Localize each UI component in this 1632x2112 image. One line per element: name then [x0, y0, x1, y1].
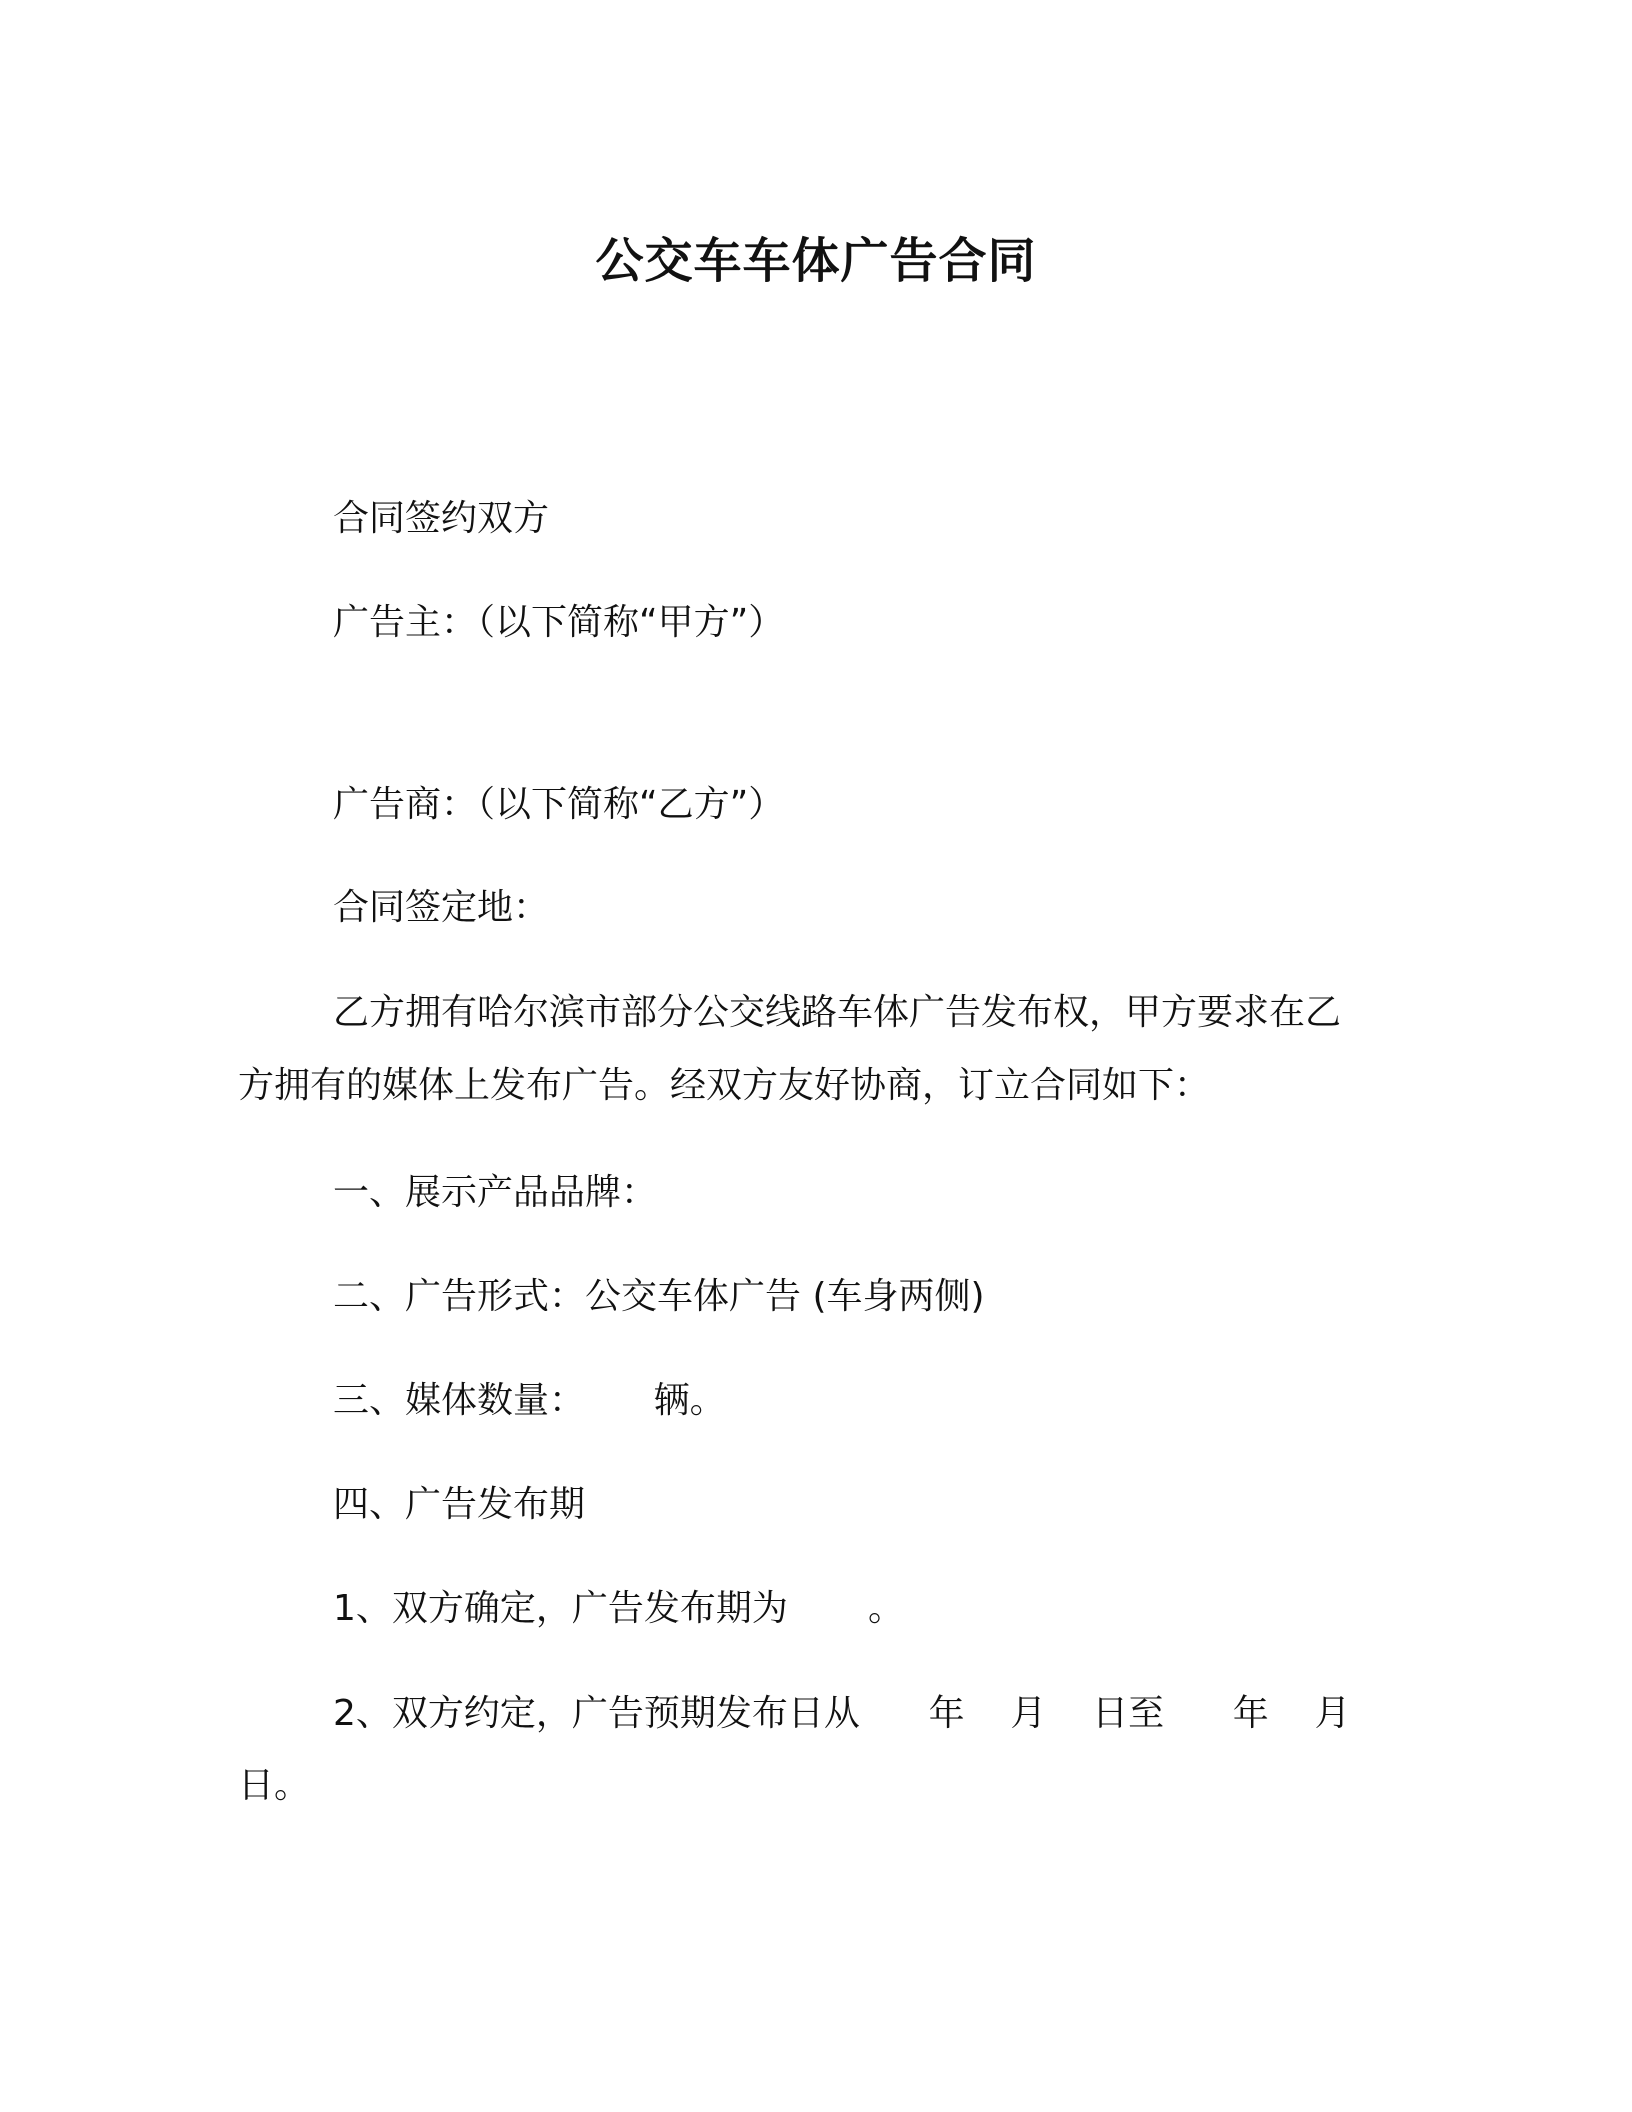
document-title: 公交车车体广告合同 [595, 233, 1037, 289]
clause-4-heading: 四、广告发布期 [333, 1484, 586, 1525]
preamble-line-2: 方拥有的媒体上发布广告。经双方友好协商，订立合同如下： [238, 1065, 1211, 1106]
clause-3-media-quantity: 三、媒体数量： 辆。 [333, 1380, 726, 1421]
clause-4-item-2-line-2: 日。 [238, 1765, 311, 1806]
preamble-line-1: 乙方拥有哈尔滨市部分公交线路车体广告发布权，甲方要求在乙 [333, 992, 1342, 1033]
agency-line: 广告商：（以下简称“乙方”） [333, 784, 785, 825]
advertiser-line: 广告主：（以下简称“甲方”） [333, 602, 785, 643]
clause-2-ad-form: 二、广告形式：公交车体广告 (车身两侧) [333, 1276, 985, 1317]
clause-1-brand: 一、展示产品品牌： [333, 1172, 658, 1213]
signing-place-line: 合同签定地： [333, 887, 550, 928]
clause-4-item-2-line-1: 2、双方约定，广告预期发布日从 年 月 日至 年 月 [333, 1693, 1351, 1734]
clause-4-item-1: 1、双方确定，广告发布期为 。 [333, 1588, 905, 1629]
parties-heading: 合同签约双方 [333, 498, 550, 539]
